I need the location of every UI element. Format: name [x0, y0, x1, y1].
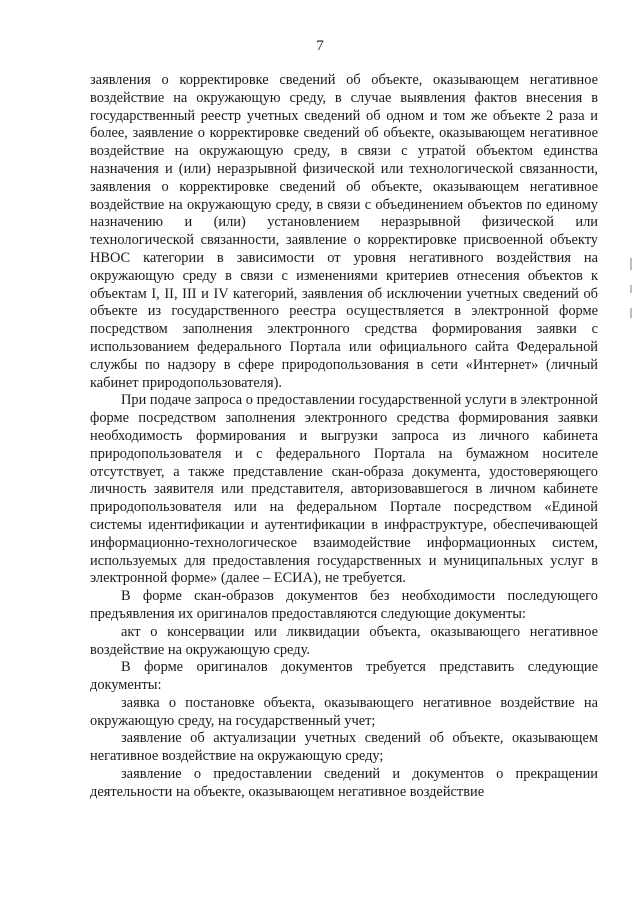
paragraph-original-documents: В форме оригиналов документов требуется представить следующие документы: — [90, 659, 598, 694]
paragraph-electronic-submission: заявления о корректировке сведений об объекте, оказывающем негативное воздействие на окружающую среду, в случае выявления фактов внесения в государственный реестр учетных сведений об одном и том же объекте 2 раза и более, заявление о корректировке сведений об объекте, оказывающем негативное воздействие на окружающую среду, в связи с утратой объектом единства назначения и (или) неразрывной физической или технологической связанности, заявления о корректировке сведений об объекте, оказывающем негативное воздействие на окружающую среду, в связи с объединением объектов по единому назначению и (или) установлением неразрывной физической или технологической связанности, заявление о корректировке присвоенной объекту НВОС категории в зависимости от уровня негативного воздействия на окружающую среду в связи с изменениями критериев отнесения объектов к объектам I, II, III и IV категорий, заявления об исключении учетных сведений об объекте из государственного реестра осуществляется в электронной форме посредством заполнения электронного средства формирования заявки с использованием федерального Портала или официального сайта Федеральной службы по надзору в сфере природопользования в сети «Интернет» (личный кабинет природопользователя). — [90, 72, 598, 391]
document-body — [90, 72, 598, 802]
list-item-termination-application: заявление о предоставлении сведений и документов о прекращении деятельности на объекте, оказывающем негативное воздействие — [90, 766, 598, 800]
scan-margin-mark — [630, 258, 632, 270]
list-item-update-application: заявление об актуализации учетных сведений об объекте, оказывающем негативное воздействие на окружающую среду; — [90, 730, 598, 765]
paragraph-request-submission: При подаче запроса о предоставлении государственной услуги в электронной форме посредством заполнения электронного средства формирования заявки необходимость формирования и выгрузки запроса из личного кабинета природопользователя и с федерального Портала на бумажном носителе отсутствует, а также представление скан-образа документа, удостоверяющего личность заявителя или представителя, авторизовавшегося в личном кабинете природопользователя или на федеральном Портале посредством «Единой системы идентификации и аутентификации в инфраструктуре, обеспечивающей информационно-технологическое взаимодействие информационных систем, используемых для предоставления государственных и муниципальных услуг в электронной форме» (далее – ЕСИА), не требуется. — [90, 392, 598, 587]
list-item-registration-application: заявка о постановке объекта, оказывающего негативное воздействие на окружающую среду, на государственный учет; — [90, 694, 598, 729]
scan-margin-mark — [630, 285, 632, 293]
scan-margin-mark — [630, 308, 632, 318]
list-item-conservation-act: акт о консервации или ликвидации объекта, оказывающего негативное воздействие на окружающую среду. — [90, 623, 598, 658]
page-number: 7 — [316, 38, 324, 54]
paragraph-scan-documents: В форме скан-образов документов без необходимости последующего предъявления их оригиналов предоставляются следующие документы: — [90, 588, 598, 622]
